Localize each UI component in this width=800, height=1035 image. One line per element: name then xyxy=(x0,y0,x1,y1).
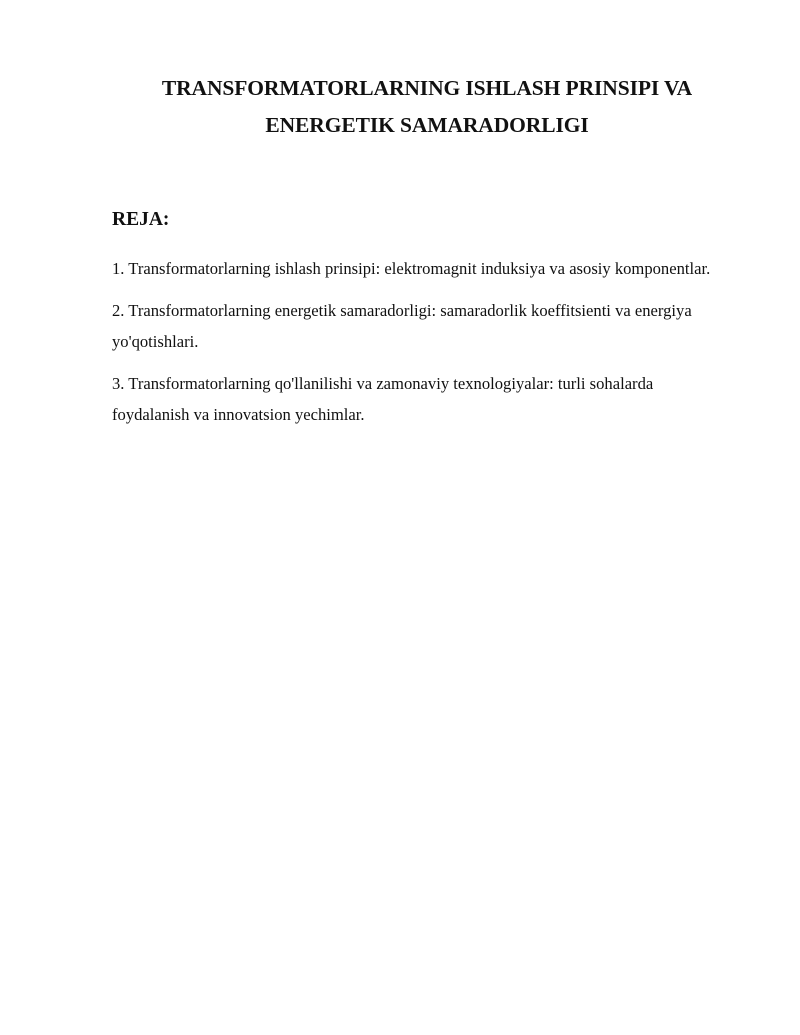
document-title: TRANSFORMATORLARNING ISHLASH PRINSIPI VA ENERGETIK SAMARADORLIGI xyxy=(161,76,693,137)
plan-heading: REJA: xyxy=(112,209,170,230)
plan-list xyxy=(112,253,712,441)
plan-item-3: 3. Transformatorlarning qo'llanilishi va zamonaviy texnologiyalar: turli sohalarda foydalanish va innovatsion yechimlar. xyxy=(112,373,654,424)
plan-item-1: 1. Transformatorlarning ishlash prinsipi: elektromagnit induksiya va asosiy komponentlar. xyxy=(112,259,711,278)
plan-item-2: 2. Transformatorlarning energetik samaradorligi: samaradorlik koeffitsienti va energiya yo'qotishlari. xyxy=(112,300,692,351)
